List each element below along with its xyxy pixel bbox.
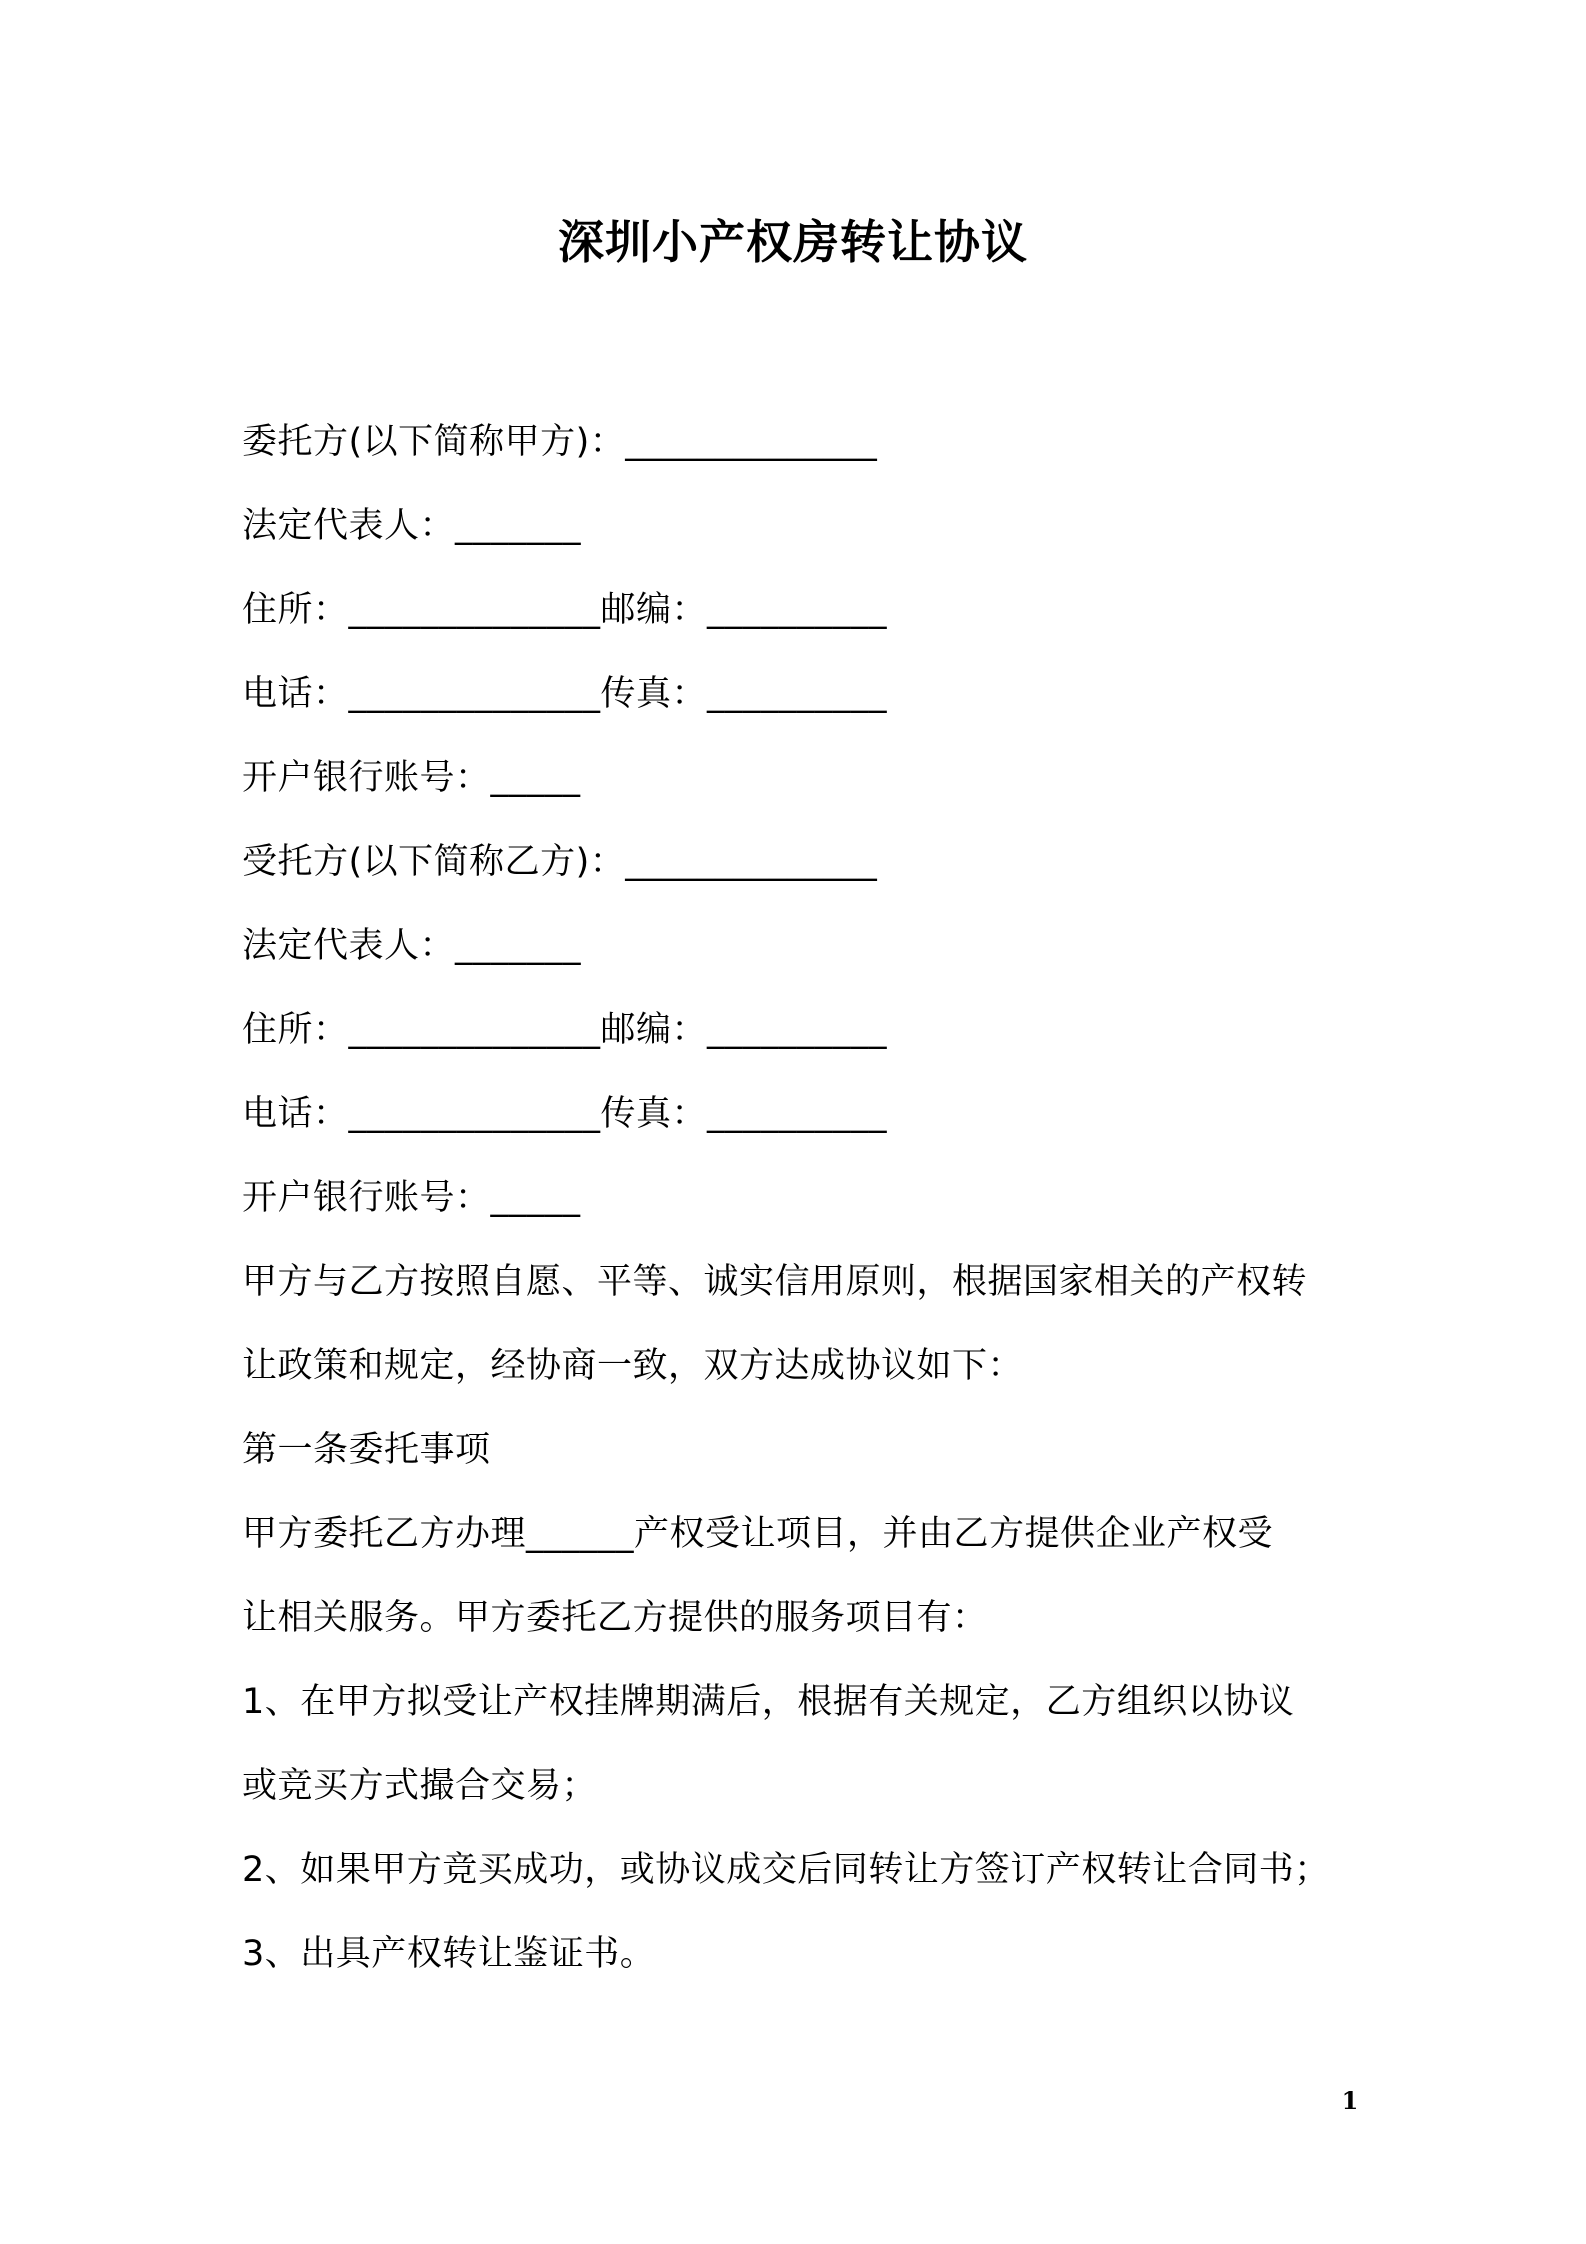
document-title: 深圳小产权房转让协议 bbox=[558, 215, 1028, 269]
agent-address-line: 住所：______________邮编：__________ bbox=[242, 1010, 888, 1050]
service-item-1-line-1: 1、在甲方拟受让产权挂牌期满后，根据有关规定，乙方组织以协议 bbox=[242, 1682, 1295, 1722]
article-one-text-2: 让相关服务。甲方委托乙方提供的服务项目有： bbox=[242, 1598, 988, 1638]
client-party-line: 委托方(以下简称甲方)：______________ bbox=[242, 422, 878, 462]
client-legal-rep-line: 法定代表人：_______ bbox=[242, 506, 582, 546]
service-item-3: 3、出具产权转让鉴证书。 bbox=[242, 1934, 656, 1974]
service-item-2: 2、如果甲方竞买成功，或协议成交后同转让方签订产权转让合同书； bbox=[242, 1850, 1330, 1890]
document-body bbox=[242, 400, 1362, 1996]
article-one-heading: 第一条委托事项 bbox=[242, 1430, 491, 1470]
client-bank-line: 开户银行账号：_____ bbox=[242, 758, 581, 798]
agent-phone-line: 电话：______________传真：__________ bbox=[242, 1094, 888, 1134]
client-address-line: 住所：______________邮编：__________ bbox=[242, 590, 888, 630]
service-item-1-line-2: 或竞买方式撮合交易； bbox=[242, 1766, 598, 1806]
agent-party-line: 受托方(以下简称乙方)：______________ bbox=[242, 842, 878, 882]
page-number: 1 bbox=[1341, 2086, 1359, 2115]
agent-bank-line: 开户银行账号：_____ bbox=[242, 1178, 581, 1218]
preamble-line-1: 甲方与乙方按照自愿、平等、诚实信用原则，根据国家相关的产权转 bbox=[242, 1262, 1308, 1302]
article-one-text-1: 甲方委托乙方办理______产权受让项目，并由乙方提供企业产权受 bbox=[242, 1514, 1274, 1554]
preamble-line-2: 让政策和规定，经协商一致，双方达成协议如下： bbox=[242, 1346, 1024, 1386]
client-phone-line: 电话：______________传真：__________ bbox=[242, 674, 888, 714]
agent-legal-rep-line: 法定代表人：_______ bbox=[242, 926, 582, 966]
